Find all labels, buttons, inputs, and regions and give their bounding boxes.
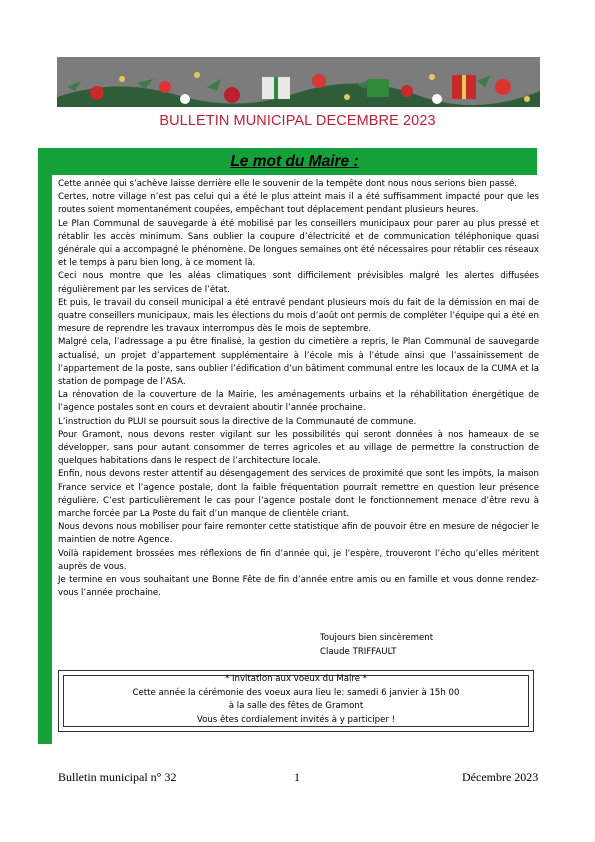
paragraph: Ceci nous montre que les aléas climatiques sont difficilement prévisibles malgré les alertes diffusées régulièrement par les services de l’état.: [58, 271, 539, 295]
paragraph: Nous devons nous mobiliser pour faire remonter cette statistique afin de pouvoir être en mesure de négocier le maintien de notre Agence.: [58, 522, 539, 546]
invitation-text: [59, 673, 533, 727]
signature-block: [320, 631, 433, 659]
footer-date: Décembre 2023: [462, 770, 539, 784]
paragraph: Enfin, nous devons rester attentif au désengagement des services de proximité que sont les impôts, la maison France service et l’agence postale, dont la faible fréquentation pourrait remettre en question leur présence régulière. C’est particulièrement le cas pour l’agence postale dont le fonctionnement menace d’être revu à marche forcée par La Poste du fait d’un manque de clientèle criant.: [58, 469, 539, 520]
paragraph: Le Plan Communal de sauvegarde à été mobilisé par les conseillers municipaux pour parer au plus pressé et rétablir les accès minimum. Sans oublier la coupure d’électricité et de communication téléphonique quasi générale qui a accompagné le phénomène. De longues semaines ont été nécessaires pour rétablir ces réseaux et le temps à paru bien long, à ce moment là.: [58, 218, 539, 269]
invitation-date: Cette année la cérémonie des voeux aura lieu le: samedi 6 janvier à 15h 00: [132, 687, 460, 698]
section-heading: Le mot du Maire :: [230, 153, 359, 170]
invitation-title: * Invitation aux voeux du Maire *: [224, 674, 368, 684]
paragraph: Cette année qui s’achève laisse derrière elle le souvenir de la tempête dont nous nous serions bien passé.: [58, 179, 518, 189]
christmas-banner-image: [57, 57, 540, 107]
signature-closing: Toujours bien sincèrement: [320, 633, 434, 643]
paragraph: La rénovation de la couverture de la Mairie, les aménagements urbains et la réhabilitation énergétique de l’agence postales sont en cours et devraient aboutir l’année prochaine.: [58, 390, 539, 414]
invitation-box: [58, 670, 534, 732]
paragraph: L’instruction du PLUI se poursuit sous la directive de la Communauté de commune.: [58, 416, 417, 427]
paragraph: Certes, notre village n’est pas celui qui a été le plus atteint mais il a été suffisamment impacté pour que les routes soient momentanément coupées, empêchant tout déplacement pendant plusieurs heures.: [58, 192, 539, 216]
footer-issue: Bulletin municipal n° 32: [58, 770, 177, 784]
invitation-call: Vous êtes cordialement invités à y participer !: [196, 714, 396, 725]
green-side-bar: [38, 148, 52, 744]
paragraph: Voilà rapidement brossées mes réflexions de fin d’année qui, je l’espère, trouveront l’écho qu’elles méritent auprès de vous.: [58, 548, 539, 572]
paragraph: Et puis, le travail du conseil municipal a été entravé pendant plusieurs mois du fait de la démission en mai de quatre conseillers municipaux, mais les élections du mois d’août ont permis de compléter l’équipe qui a été en mesure de reprendre les travaux interrompus dès le mois de septembre.: [58, 297, 539, 335]
paragraph: Pour Gramont, nous devons rester vigilant sur les possibilités qui seront données à nos hameaux de se développer, sans pour autant consommer de terres agricoles et au village de permettre la construction de quelques habitations dans le respect de l’architecture locale.: [58, 429, 539, 467]
footer-page-number: 1: [294, 770, 300, 784]
bulletin-title: BULLETIN MUNICIPAL DECEMBRE 2023: [159, 113, 436, 129]
invitation-place: à la salle des fêtes de Gramont: [228, 701, 364, 711]
paragraph: Malgré cela, l’adressage a pu être finalisé, la gestion du cimetière a repris, le Plan Communal de sauvegarde actualisé, un projet d’appartement supplémentaire à l’école mis à l’étude ainsi que l’assainissement de l’appartement de la poste, sans oublier l’édification d’un bâtiment communal entre les locaux de la CUMA et la station de pompage de l’ASA.: [58, 337, 539, 388]
signature-name: Claude TRIFFAULT: [320, 647, 397, 657]
paragraph: Je termine en vous souhaitant une Bonne Fête de fin d’année entre amis ou en famille et vous donne rendez-vous l’année prochaine.: [58, 575, 539, 599]
mayor-message: [58, 178, 539, 601]
